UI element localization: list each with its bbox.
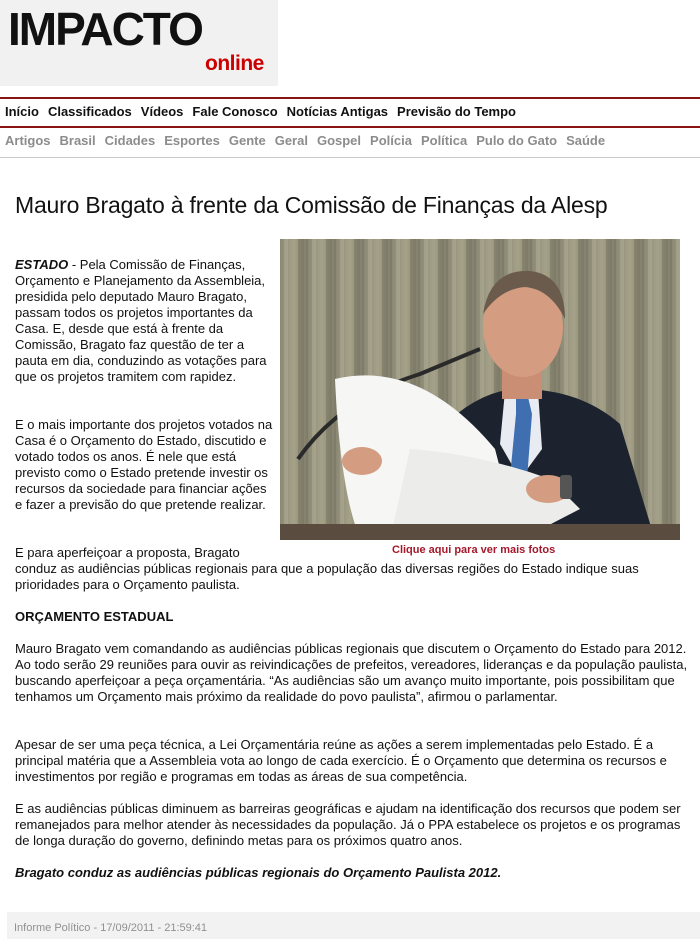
- nav-fale-conosco[interactable]: Fale Conosco: [192, 104, 278, 119]
- section-gospel[interactable]: Gospel: [316, 133, 362, 148]
- section-artigos[interactable]: Artigos: [5, 133, 51, 148]
- article-paragraph-2: E o mais importante dos projetos votados na Casa é o Orçamento do Estado, discutido e votado todos os anos. É nele que está previsto como o Estado pretende investir os recursos da sociedade para financiar ações e fazer a previsão do que pretende realizar.: [15, 417, 273, 512]
- article-paragraph-4: Mauro Bragato vem comandando as audiências públicas regionais que discutem o Orçamento do Estado para 2012. Ao todo serão 29 reuniões para ouvir as reivindicações de prefeitos, vereadores, lideranças e da população paulista, buscando aperfeiçoar a peça orçamentária. “As audiências são um avanço muito importante, pois possibilitam que tenhamos um Orçamento mais próximo da realidade do povo paulista”, afirmou o parlamentar.: [15, 641, 688, 704]
- article-closing-line: Bragato conduz as audiências públicas regionais do Orçamento Paulista 2012.: [15, 865, 502, 880]
- article-paragraph-5: Apesar de ser uma peça técnica, a Lei Orçamentária reúne as ações a serem implementadas pelo Estado. É a principal matéria que a Assembleia vota ao longo de cada exercício. É o Orçamento que determina os recursos e investimentos por região e programas em todas as áreas de sua competência.: [15, 737, 667, 784]
- article-lead-label: ESTADO: [15, 257, 69, 272]
- section-brasil[interactable]: Brasil: [59, 133, 96, 148]
- logo-sub-text: online: [205, 52, 264, 75]
- more-photos-link[interactable]: Clique aqui para ver mais fotos: [392, 544, 556, 556]
- nav-videos[interactable]: Vídeos: [140, 104, 184, 119]
- article-photo[interactable]: [280, 239, 680, 540]
- top-divider: [0, 97, 700, 99]
- article-intro-text: - Pela Comissão de Finanças, Orçamento e Planejamento da Assembleia, presidida pelo deputado Mauro Bragato, passam todos os projetos importantes da Casa. E, desde que está à frente da Comissão, Bragato faz questão de ter a pauta em dia, conduzindo as votações para que os projetos tramitem com rapidez.: [15, 257, 267, 384]
- site-logo[interactable]: [0, 0, 278, 86]
- section-title: ORÇAMENTO ESTADUAL: [15, 609, 174, 624]
- logo-main-text: IMPACTO: [8, 3, 202, 55]
- photo-illustration: [280, 239, 680, 540]
- article-paragraph-3-end: conduz as audiências públicas regionais para que a população das diversas regiões do Estado indique suas prioridades para o Orçamento paulista.: [15, 561, 639, 592]
- section-politica[interactable]: Política: [420, 133, 468, 148]
- section-pulo-do-gato[interactable]: Pulo do Gato: [476, 133, 558, 148]
- section-nav: [5, 133, 605, 153]
- article-intro: [15, 257, 277, 385]
- nav-divider: [0, 126, 700, 128]
- nav-previsao-do-tempo[interactable]: Previsão do Tempo: [397, 104, 516, 119]
- section-divider: [0, 157, 700, 158]
- article-paragraph-3-start: E para aperfeiçoar a proposta, Bragato: [15, 545, 240, 560]
- main-nav: [5, 104, 516, 124]
- section-esportes[interactable]: Esportes: [164, 133, 220, 148]
- article-headline: Mauro Bragato à frente da Comissão de Finanças da Alesp: [15, 192, 608, 218]
- nav-noticias-antigas[interactable]: Notícias Antigas: [286, 104, 389, 119]
- article-paragraph-6: E as audiências públicas diminuem as barreiras geográficas e ajudam na identificação dos recursos que podem ser remanejados para melhor atender às necessidades da população. Já o PPA estabelece os projetos e os programas de longa duração do governo, definindo metas para os próximos quatro anos.: [15, 801, 681, 848]
- footer-source-date: Informe Político - 17/09/2011 - 21:59:41: [14, 922, 208, 934]
- section-gente[interactable]: Gente: [228, 133, 266, 148]
- section-saude[interactable]: Saúde: [566, 133, 606, 148]
- nav-inicio[interactable]: Início: [5, 104, 39, 119]
- section-policia[interactable]: Polícia: [370, 133, 412, 148]
- section-cidades[interactable]: Cidades: [104, 133, 156, 148]
- section-geral[interactable]: Geral: [274, 133, 308, 148]
- nav-classificados[interactable]: Classificados: [47, 104, 132, 119]
